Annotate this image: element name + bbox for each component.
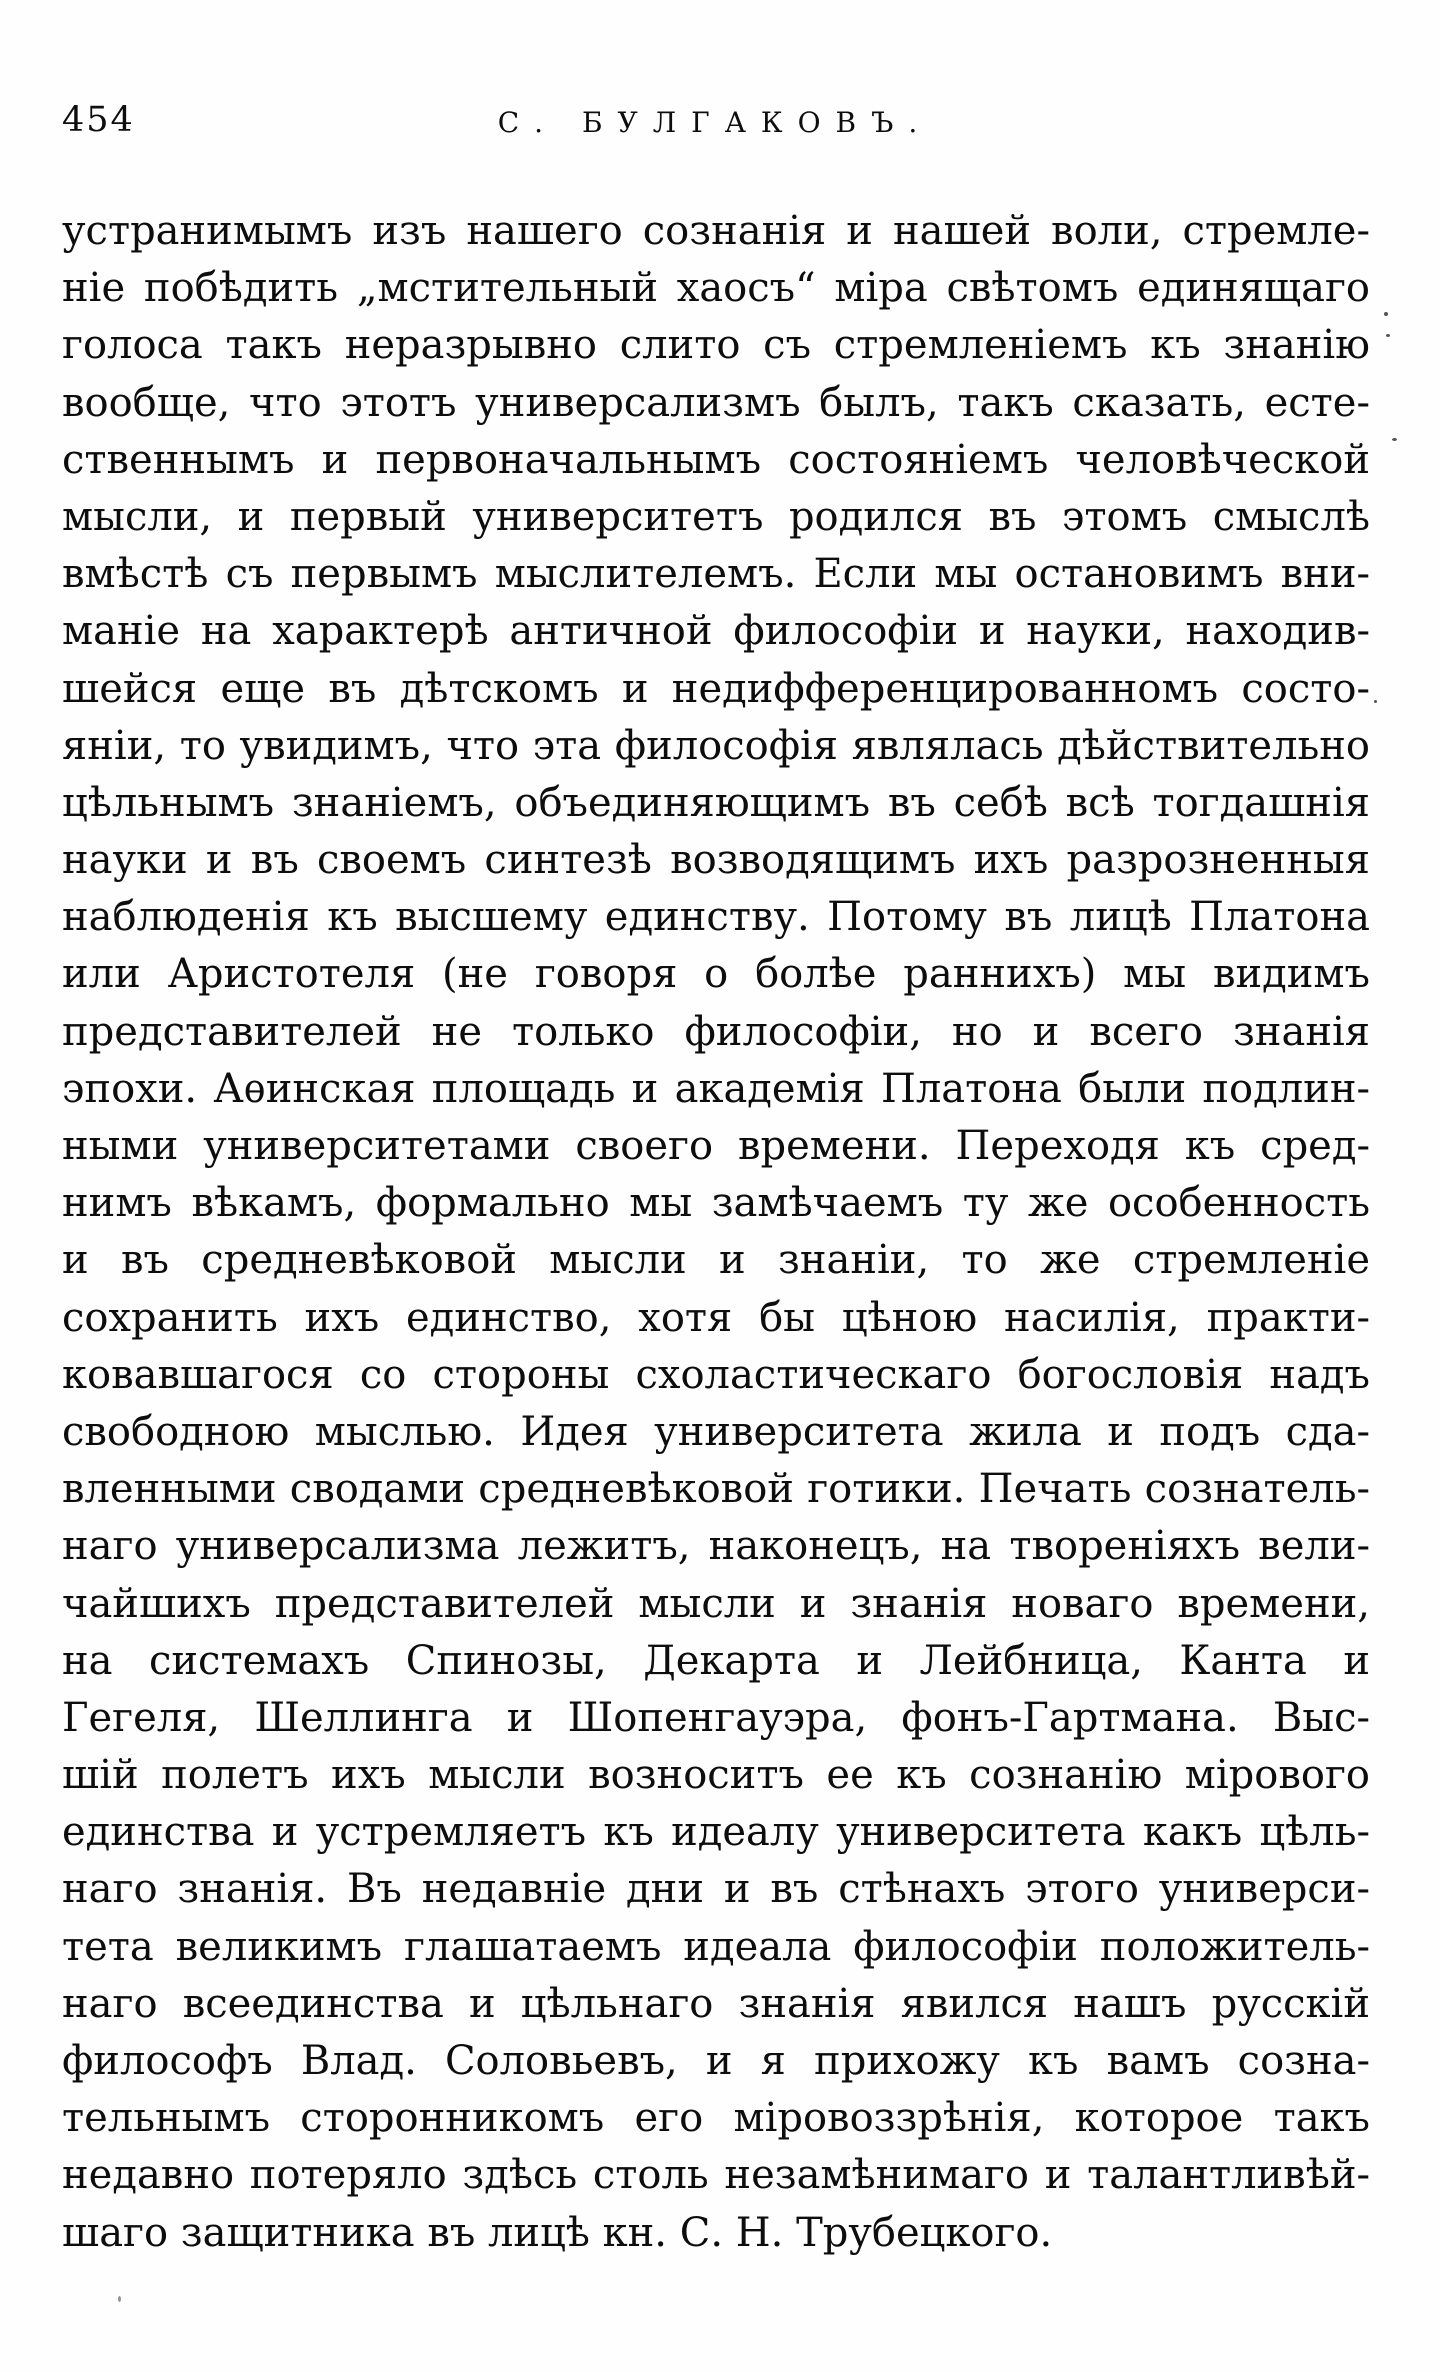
text-line: вмѣстѣ съ первымъ мыслителемъ. Если мы остановимъ вни-: [62, 551, 1370, 598]
text-line: наго универсализма лежитъ, наконецъ, на твореніяхъ вели-: [62, 1523, 1370, 1570]
text-line: шаго защитника въ лицѣ кн. С. Н. Трубецкого.: [62, 2209, 1053, 2256]
page-number: 454: [62, 100, 135, 140]
text-line: ными университетами своего времени. Переходя къ сред-: [62, 1123, 1370, 1169]
scan-artifact: [1386, 334, 1390, 337]
text-line: представителей не только философіи, но и всего знанія: [62, 1008, 1370, 1055]
text-line: наго всеединства и цѣльнаго знанія явился нашъ русскій: [62, 1980, 1370, 2027]
body-text: [62, 203, 1370, 2262]
text-line: нимъ вѣкамъ, формально мы замѣчаемъ ту же особенность: [62, 1180, 1370, 1227]
text-line: или Аристотеля (не говоря о болѣе раннихъ) мы видимъ: [62, 951, 1370, 998]
text-line: яніи, то увидимъ, что эта философія являлась дѣйствительно: [62, 722, 1370, 769]
text-line: на системахъ Спинозы, Декарта и Лейбница, Канта и: [62, 1637, 1370, 1684]
scan-artifact: [1392, 438, 1397, 441]
text-line: наго знанія. Въ недавніе дни и въ стѣнахъ этого универси-: [62, 1866, 1370, 1913]
text-line: цѣльнымъ знаніемъ, объединяющимъ въ себѣ всѣ тогдашнія: [62, 779, 1370, 826]
text-line: ніе побѣдить „мстительный хаосъ“ міра свѣтомъ единящаго: [62, 265, 1370, 312]
text-line: тета великимъ глашатаемъ идеала философіи положитель-: [62, 1923, 1370, 1970]
scan-artifact: [1384, 312, 1388, 316]
text-line: шій полетъ ихъ мысли возноситъ ее къ сознанію мірового: [62, 1752, 1370, 1799]
scan-artifact: [1374, 700, 1377, 703]
text-line: и въ средневѣковой мысли и знаніи, то же стремленіе: [62, 1237, 1370, 1284]
text-line: маніе на характерѣ античной философіи и науки, находив-: [62, 608, 1370, 655]
scan-artifact: [118, 2296, 121, 2302]
text-line: Гегеля, Шеллинга и Шопенгауэра, фонъ-Гартмана. Выс-: [62, 1694, 1370, 1741]
text-line: голоса такъ неразрывно слито съ стремленіемъ къ знанію: [62, 322, 1370, 369]
text-line: вленными сводами средневѣковой готики. Печать сознатель-: [62, 1466, 1370, 1513]
text-line: науки и въ своемъ синтезѣ возводящимъ ихъ разрозненныя: [62, 837, 1370, 884]
text-line: чайшихъ представителей мысли и знанія новаго времени,: [62, 1580, 1370, 1627]
text-line: сохранить ихъ единство, хотя бы цѣною насилія, практи-: [62, 1294, 1370, 1341]
text-line: ковавшагося со стороны схоластическаго богословія надъ: [62, 1351, 1370, 1398]
text-line: тельнымъ сторонникомъ его міровоззрѣнія, которое такъ: [62, 2095, 1370, 2142]
text-line: устранимымъ изъ нашего сознанія и нашей воли, стремле-: [62, 208, 1370, 254]
text-line: шейся еще въ дѣтскомъ и недифференцированномъ состо-: [62, 665, 1370, 712]
text-line: ственнымъ и первоначальнымъ состояніемъ человѣческой: [62, 436, 1370, 483]
text-line: эпохи. Аѳинская площадь и академія Платона были подлин-: [62, 1065, 1370, 1112]
text-line: мысли, и первый университетъ родился въ этомъ смыслѣ: [62, 493, 1370, 540]
running-head: С. БУЛГАКОВЪ.: [497, 106, 933, 139]
text-line: недавно потеряло здѣсь столь незамѣнимаго и талантливѣй-: [62, 2152, 1370, 2199]
text-line: философъ Влад. Соловьевъ, и я прихожу къ вамъ созна-: [62, 2038, 1370, 2084]
text-line: вообще, что этотъ универсализмъ былъ, такъ сказать, есте-: [62, 379, 1370, 426]
text-line: наблюденія къ высшему единству. Потому въ лицѣ Платона: [62, 894, 1370, 941]
text-line: единства и устремляетъ къ идеалу университета какъ цѣль-: [62, 1809, 1370, 1856]
text-line: свободною мыслью. Идея университета жила и подъ сда-: [62, 1408, 1370, 1455]
